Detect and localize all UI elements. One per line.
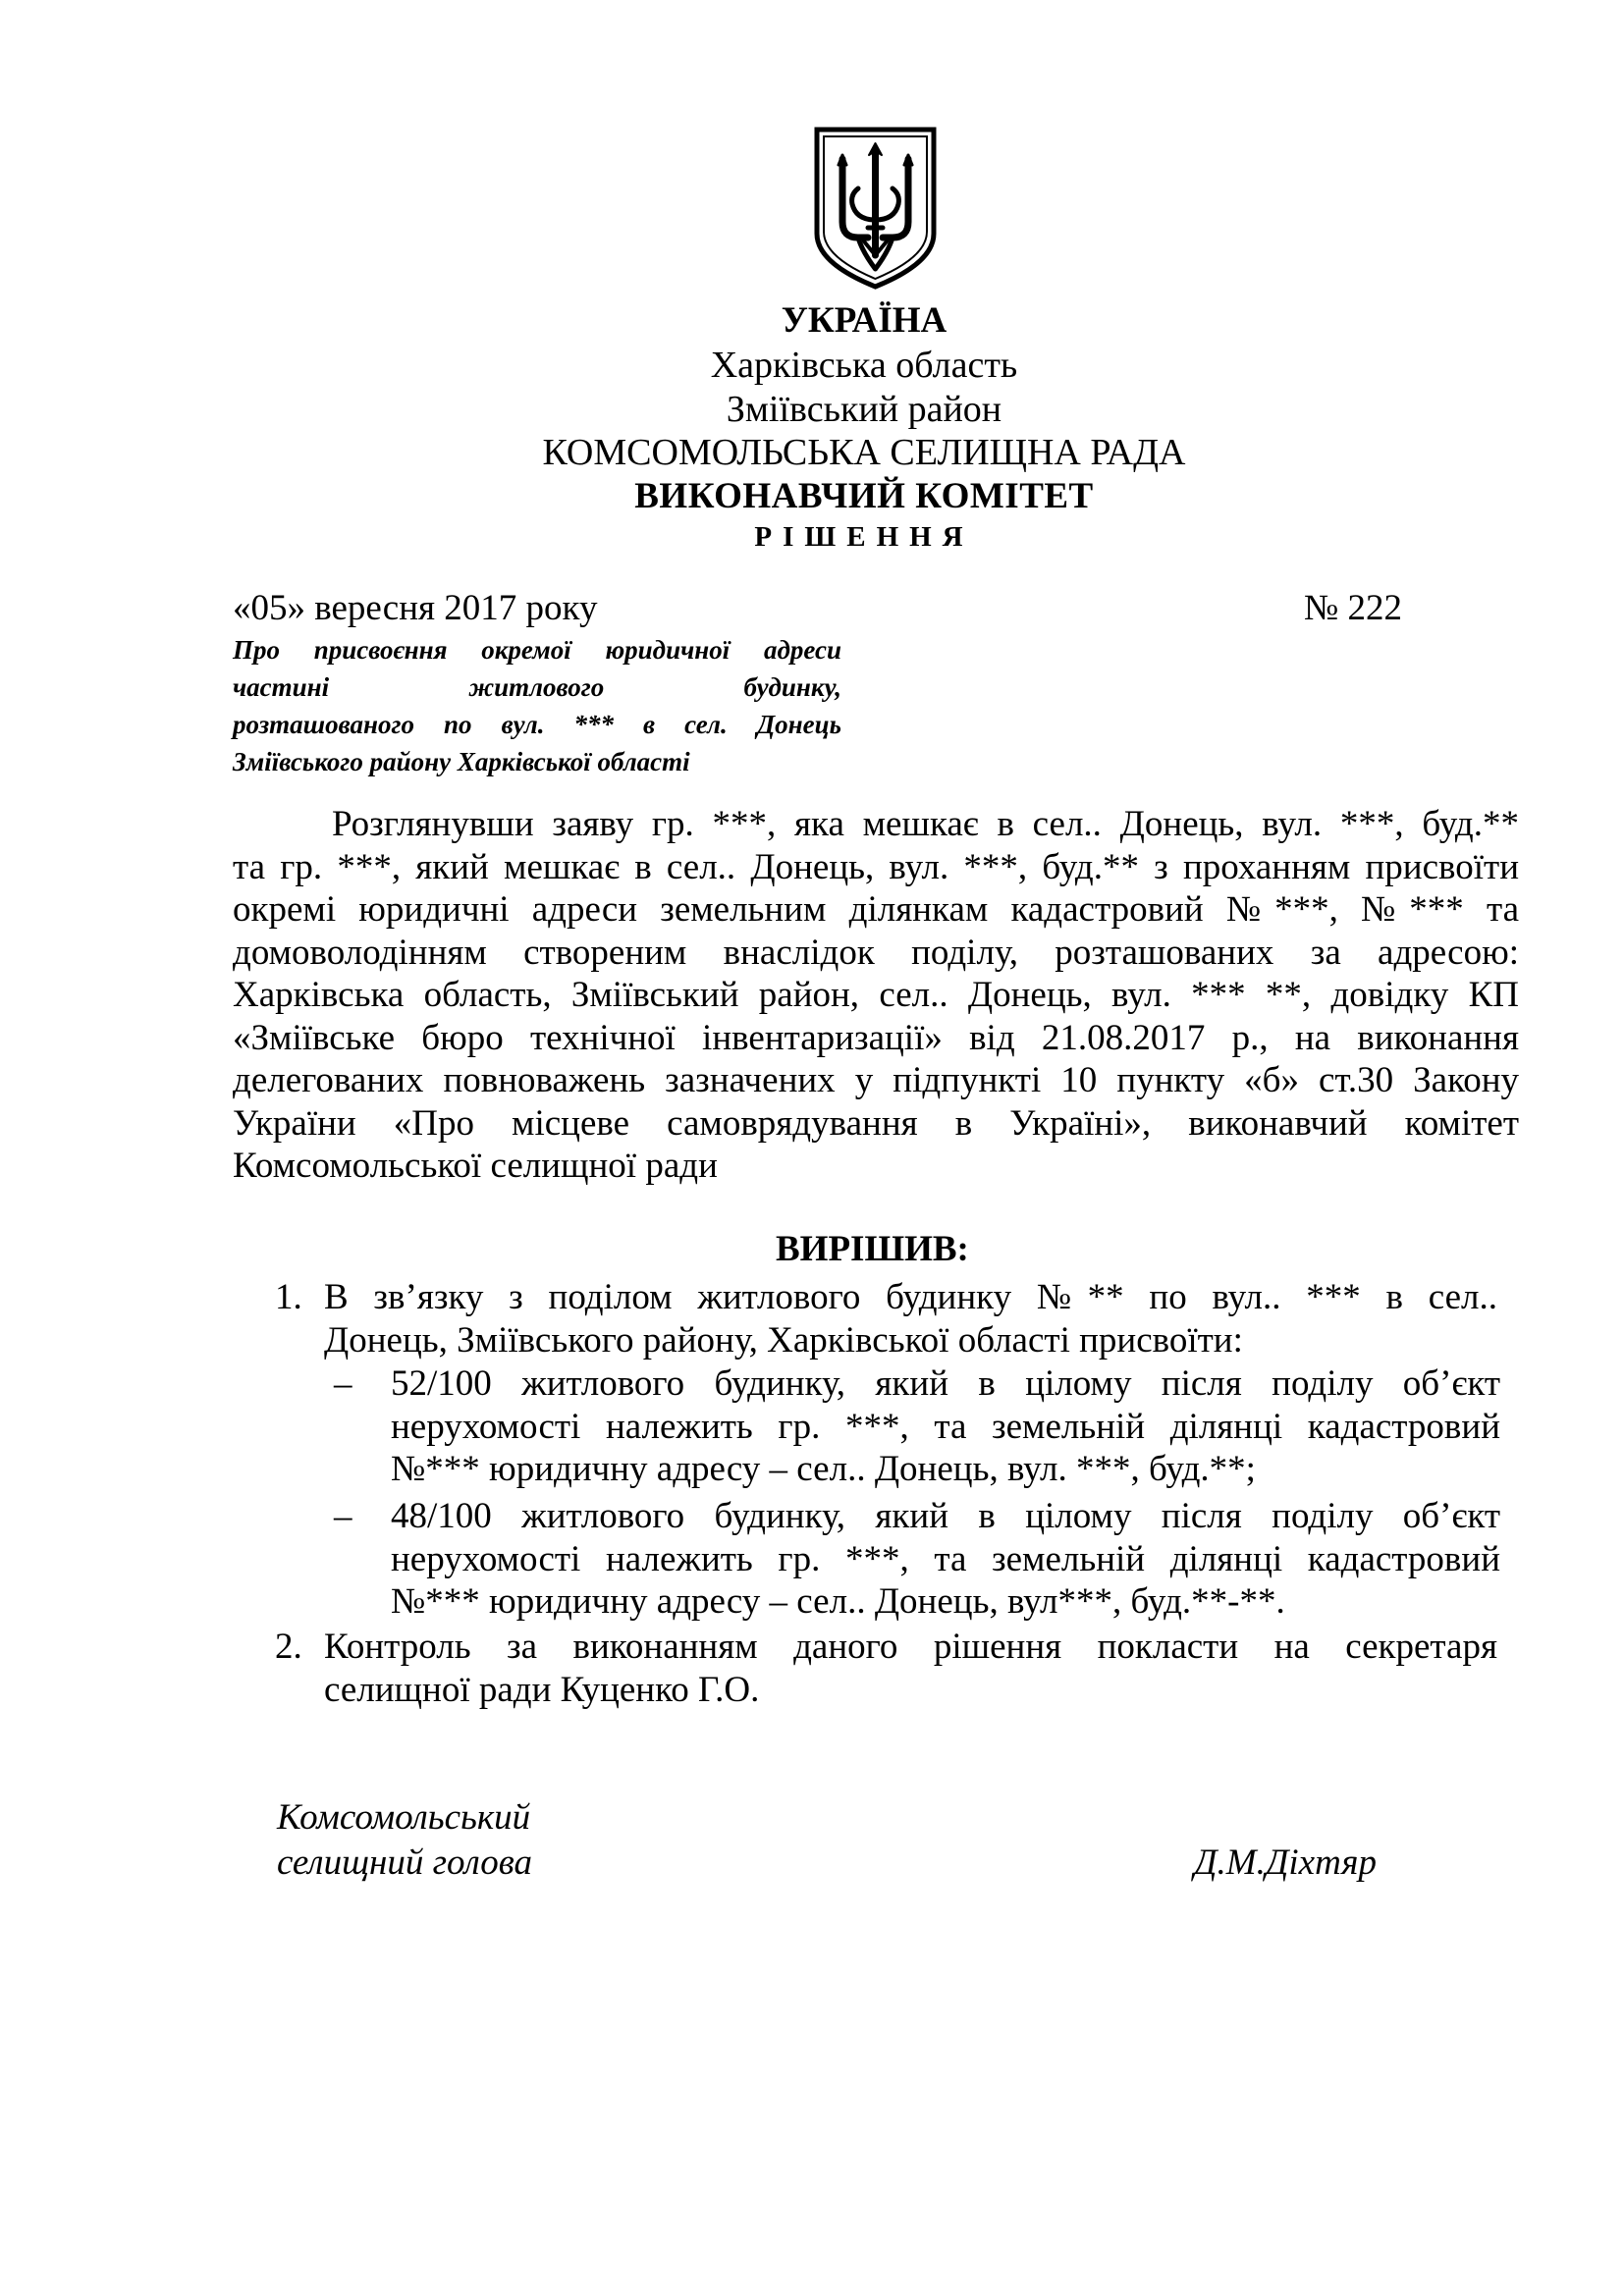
signatory-title-line2: селищний голова [277,1842,533,1883]
oblast-heading: Харківська область [710,345,1018,386]
decision-subject [233,631,841,780]
raion-heading: Зміївський район [726,389,1002,430]
preamble-line: Розглянувши заяву гр. ***, яка мешкає в сел.. Донець, вул. ***, буд.** [332,804,1519,844]
preamble-paragraph [233,803,1519,1188]
subject-line: частині житлового будинку, [233,672,841,702]
country-heading: УКРАЇНА [781,300,947,341]
subject-line: Про присвоєння окремої юридичної адреси [233,635,841,665]
decision-number: № 222 [1304,588,1403,628]
preamble-line: «Зміївське бюро технічної інвентаризації» від 21.08.2017 р., на виконання [233,1017,1519,1058]
subitem-line: 52/100 житлового будинку, який в цілому після поділу об’єкт [391,1363,1500,1404]
decision-item-2 [275,1626,1502,1711]
item-line: селищної ради Куценко Г.О. [324,1669,760,1710]
decision-subitem-2 [334,1495,1502,1624]
preamble-line: України «Про місцеве самоврядування в Україні», виконавчий комітет [233,1102,1519,1144]
preamble-line: делегованих повноважень зазначених у підпункті 10 пункту «б» ст.30 Закону [233,1060,1519,1100]
document-type-heading: РІШЕННЯ [754,521,974,553]
item-line: Донець, Зміївського району, Харківської області присвоїти: [324,1319,1243,1361]
preamble-line: окремі юридичні адреси земельним ділянкам кадастровий №***, №*** та [233,889,1519,930]
decision-date: «05» вересня 2017 року [233,588,598,628]
subitem-line: нерухомості належить гр. ***, та земельній ділянці кадастровий [391,1406,1500,1447]
subitem-line: нерухомості належить гр. ***, та земельній ділянці кадастровий [391,1538,1500,1579]
subject-line: Зміївського району Харківської області [233,747,690,776]
resolved-heading: ВИРІШИВ: [776,1229,969,1269]
dash-bullet: – [334,1363,352,1404]
subitem-line: №*** юридичну адресу – сел.. Донець, вул***, буд.**-**. [391,1581,1285,1622]
preamble-line: домоволодінням створеним внаслідок поділу, розташованих за адресою: [233,932,1519,973]
subitem-line: №*** юридичну адресу – сел.. Донець, вул. ***, буд.**; [391,1449,1256,1489]
item-number: 1. [275,1277,302,1317]
item-line: В зв’язку з поділом житлового будинку №** по вул.. *** в сел.. [324,1277,1497,1317]
item-number: 2. [275,1627,302,1667]
committee-heading: ВИКОНАВЧИЙ КОМІТЕТ [634,476,1094,516]
preamble-line: Харківська область, Зміївський район, сел.. Донець, вул. *** **, довідку КП [233,975,1519,1015]
subject-line: розташованого по вул. *** в сел. Донець [233,710,841,739]
signatory-name: Д.М.Діхтяр [1194,1842,1377,1883]
decision-subitem-1 [334,1362,1502,1491]
trident-coat-of-arms-icon [813,126,938,291]
council-heading: КОМСОМОЛЬСЬКА СЕЛИЩНА РАДА [542,432,1186,473]
decision-item-1 [275,1276,1502,1362]
signatory-title-line1: Комсомольський [277,1797,531,1838]
preamble-line: Комсомольської селищної ради [233,1146,718,1186]
preamble-line: та гр. ***, який мешкає в сел.. Донець, вул. ***, буд.** з проханням присвоїти [233,846,1519,887]
dash-bullet: – [334,1496,352,1536]
item-line: Контроль за виконанням даного рішення покласти на секретаря [324,1627,1497,1667]
subitem-line: 48/100 житлового будинку, який в цілому після поділу об’єкт [391,1496,1500,1536]
